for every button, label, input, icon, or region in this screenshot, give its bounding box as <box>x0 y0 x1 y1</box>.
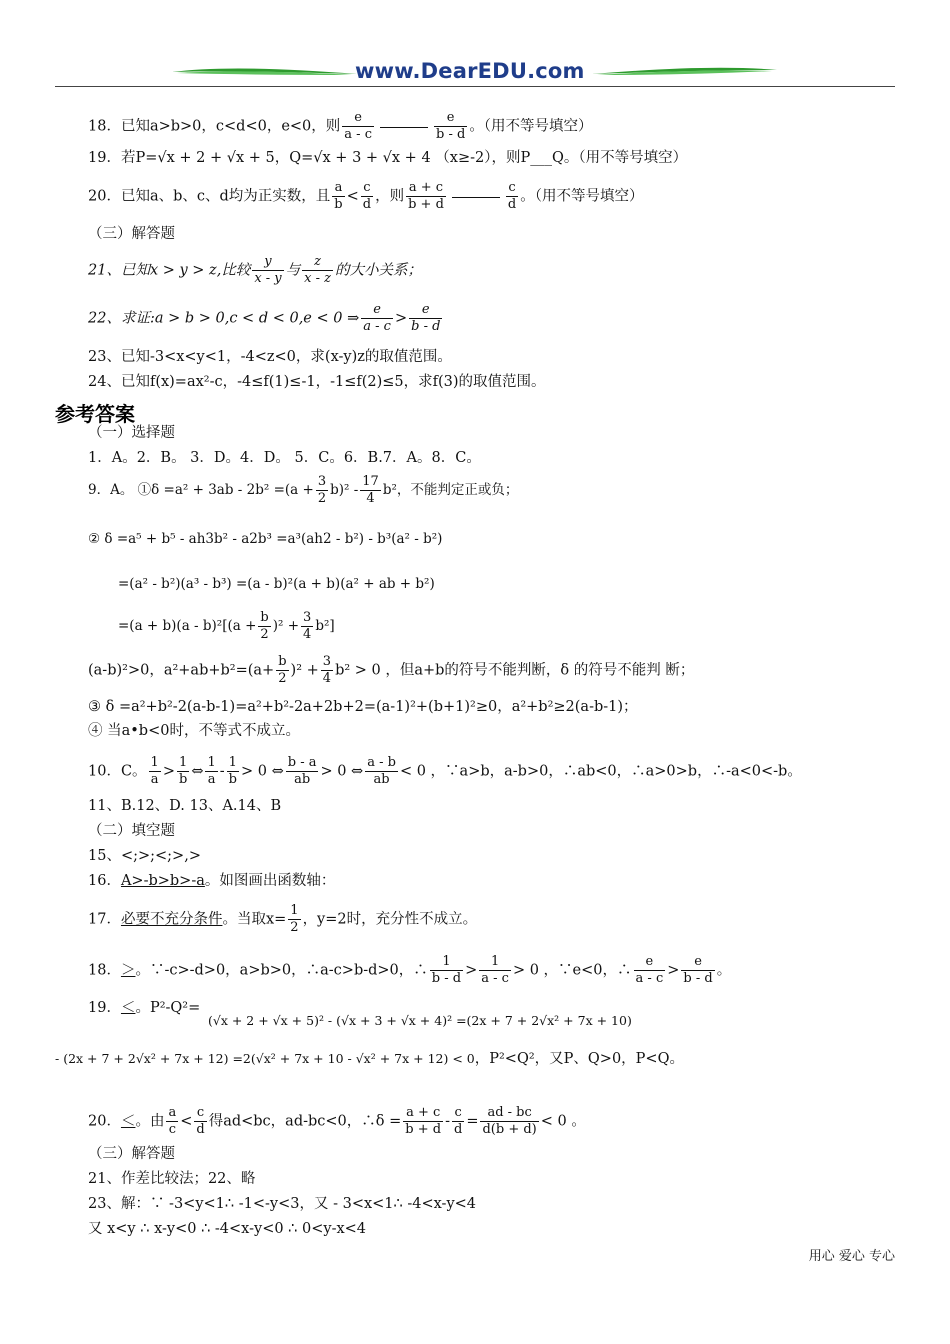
answer-16: 16．A>-b>b>-a。如图画出函数轴： <box>88 873 336 889</box>
answer-21-22: 21、作差比较法；22、略 <box>88 1171 256 1187</box>
answer-18: 18．＞。∵-c>-d>0，a>b>0，∴a-c>b-d>0，∴ $\frac{1}{b - d}$ > $\frac{1}{a - c}$ > 0 ，∵e<0，∴ $\frac{e}{a - c}$ > $\frac{e}{b - d}$ 。 <box>88 954 732 986</box>
section-heading: （三）解答题 <box>88 1146 175 1162</box>
answer-20: 20．＜。由 $\frac{a}{c}$ < $\frac{c}{d}$ 得ad<bc，ad-bc<0，∴δ = $\frac{a + c}{b + d}$ - $\frac{c}{d}$ = $\frac{ad - bc}{d(b + d)}$ < 0 。 <box>88 1105 586 1137</box>
header-rule <box>55 86 895 87</box>
site-logo[interactable]: www.DearEDU.com <box>355 59 585 83</box>
question-22: 22、求证:a > b > 0,c < d < 0,e < 0 ⇒ $\frac{e}{a - c}$ > $\frac{e}{b - d}$ <box>88 302 441 334</box>
answer-9-part3: ③ δ =a²+b²-2(a-b-1)=a²+b²-2a+2b+2=(a-1)²+(b+1)²≥0，a²+b²≥2(a-b-1)； <box>88 699 638 715</box>
question-19: 19．若P=√x + 2 + √x + 5，Q=√x + 3 + √x + 4 （x≥-2），则P___Q。（用不等号填空） <box>88 150 688 166</box>
answer-23: 23、解：∵ -3<y<1∴ -1<-y<3，又 - 3<x<1∴ -4<x-y<4 <box>88 1196 477 1212</box>
answer-10: 10．C。 $\frac{1}{a}$ > $\frac{1}{b}$ ⇔ $\frac{1}{a}$ - $\frac{1}{b}$ > 0 ⇔ $\frac{b - a}{ab}$ > 0 ⇔ $\frac{a - b}{ab}$ < 0 ，∵a>b，a-b>0，∴ab<0，∴a>0>b，∴-a<0<-b。 <box>88 755 802 787</box>
answer-11-14: 11、B.12、D. 13、A.14、B <box>88 798 282 814</box>
answer-19-line2: - (2x + 7 + 2√x² + 7x + 12) =2(√x² + 7x + 10 - √x² + 7x + 12) < 0，P²<Q²，又P、Q>0，P<Q。 <box>55 1051 684 1067</box>
left-swoosh-icon <box>172 66 357 78</box>
answer-9-part2-line3: =(a + b)(a - b)²[(a + $\frac{b}{2}$ )² + $\frac{3}{4}$ b²] <box>118 610 335 642</box>
page-header <box>0 0 950 95</box>
answer-19: 19．＜。P²-Q²= <box>88 1000 201 1016</box>
answer-9-part2-line1: ② δ =a⁵ + b⁵ - ah3b² - a2b³ =a³(ah2 - b²) - b³(a² - b²) <box>88 531 443 547</box>
answer-17: 17．必要不充分条件。当取x= $\frac{1}{2}$ ，y=2时，充分性不成立。 <box>88 903 478 935</box>
page-footer: 用心 爱心 专心 <box>808 1249 895 1264</box>
answer-1-8: 1．A。2．B。 3．D。4．D。 5．C。6．B.7．A。8．C。 <box>88 450 481 466</box>
question-21: 21、已知x > y > z,比较 $\frac{y}{x - y}$ 与 $\frac{z}{x - z}$ 的大小关系； <box>88 254 422 286</box>
question-20: 20．已知a、b、c、d均为正实数，且 $\frac{a}{b}$ < $\frac{c}{d}$ ，则 $\frac{a + c}{b + d}$ $\frac{c}{d}$ 。（用不等号填空） <box>88 180 644 212</box>
answer-9-part4: ④ 当a•b<0时，不等式不成立。 <box>88 723 300 739</box>
answer-19-formula: (√x + 2 + √x + 5)² - (√x + 3 + √x + 4)² =(2x + 7 + 2√x² + 7x + 10) <box>208 1013 632 1028</box>
answer-9: 9．A。 ①δ =a² + 3ab - 2b² =(a + $\frac{3}{2}$ b)² - $\frac{17}{4}$ b²，不能判定正或负； <box>88 474 519 506</box>
section-heading: （三）解答题 <box>88 226 175 242</box>
answer-9-part2-line4: (a-b)²>0，a²+ab+b²=(a+ $\frac{b}{2}$ )² + $\frac{3}{4}$ b² > 0 ，但a+b的符号不能判断，δ 的符号不能判 断； <box>88 654 695 686</box>
answer-blank[interactable] <box>452 196 500 198</box>
question-23: 23、已知-3<x<y<1，-4<z<0，求(x-y)z的取值范围。 <box>88 349 452 365</box>
question-24: 24、已知f(x)=ax²-c，-4≤f(1)≤-1，-1≤f(2)≤5，求f(3)的取值范围。 <box>88 374 546 390</box>
answers-title: 参考答案 <box>55 402 135 426</box>
answer-15: 15、<;>;<;>,> <box>88 848 201 864</box>
right-swoosh-icon <box>592 66 777 78</box>
answer-9-part2-line2: =(a² - b²)(a³ - b³) =(a - b)²(a + b)(a² + ab + b²) <box>118 576 435 592</box>
answer-blank[interactable] <box>380 126 428 128</box>
question-18: 18．已知a>b>0，c<d<0，e<0，则 $\frac{e}{a - c}$ $\frac{e}{b - d}$ 。（用不等号填空） <box>88 110 593 142</box>
section-heading: （一）选择题 <box>88 425 175 441</box>
answer-23-line2: 又 x<y ∴ x-y<0 ∴ -4<x-y<0 ∴ 0<y-x<4 <box>88 1221 367 1237</box>
section-heading: （二）填空题 <box>88 823 175 839</box>
